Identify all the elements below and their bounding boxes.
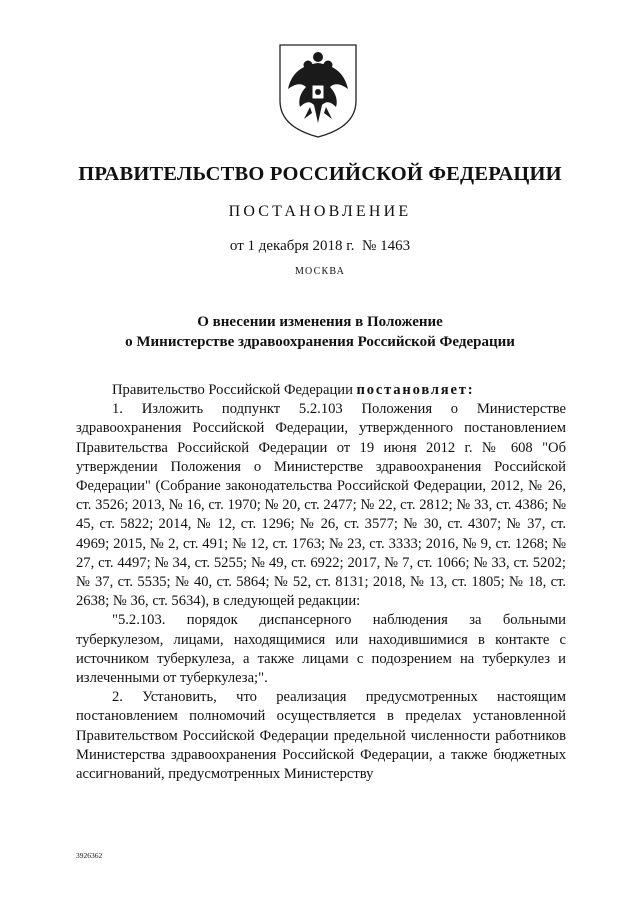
decree-date-number: от 1 декабря 2018 г. № 1463 bbox=[229, 238, 411, 254]
quoted-amendment: "5.2.103. порядок диспансерного наблюдения за больными туберкулезом, лицами, находящимися или находившимися в контакте с источником туберкулеза, а также лицами с подозрением на туберкулез и излеченными от туберкулеза;". bbox=[76, 612, 566, 687]
document-code: 3926362 bbox=[76, 851, 103, 860]
coat-of-arms-icon bbox=[274, 41, 362, 139]
city: МОСКВА bbox=[294, 266, 346, 277]
paragraph-1: 1. Изложить подпункт 5.2.103 Положения о Министерстве здравоохранения Российской Федерации, утвержденного постановлением Правительства Российской Федерации от 19 июня 2012 г. № 608 "Об утверждении Положения о Министерстве здравоохранения Российской Федерации" (Собрание законодательства Российской Федерации, 2012, № 26, ст. 3526; 2013, № 16, ст. 1970; № 20, ст. 2477; № 22, ст. 2812; № 33, ст. 4386; № 45, ст. 5822; 2014, № 12, ст. 1296; № 26, ст. 3577; № 30, ст. 4307; № 37, ст. 4969; 2015, № 2, ст. 491; № 12, ст. 1763; № 23, ст. 3333; 2016, № 9, ст. 1268; № 27, ст. 4497; № 34, ст. 5255; № 49, ст. 6922; 2017, № 7, ст. 1066; № 33, ст. 5202; № 37, ст. 5535; № 40, ст. 5864; № 52, ст. 8131; 2018, № 13, ст. 1805; № 18, ст. 2638; № 36, ст. 5634), в следующей редакции: bbox=[76, 401, 566, 610]
paragraph-2: 2. Установить, что реализация предусмотренных настоящим постановлением полномочий осуществляется в пределах установленной Правительством Российской Федерации предельной численности работников Министерства здравоохранения Российской Федерации, а также бюджетных ассигнований, предусмотренных Министерству bbox=[76, 689, 566, 783]
intro-prefix: Правительство Российской Федерации bbox=[112, 382, 357, 398]
intro-paragraph bbox=[76, 381, 566, 400]
document-type: ПОСТАНОВЛЕНИЕ bbox=[228, 203, 412, 220]
title-line-1: О внесении изменения в Положение bbox=[197, 314, 443, 330]
title-line-2: о Министерстве здравоохранения Российской Федерации bbox=[125, 334, 515, 350]
intro-keyword: постановляет: bbox=[356, 382, 475, 398]
government-name: ПРАВИТЕЛЬСТВО РОССИЙСКОЙ ФЕДЕРАЦИИ bbox=[78, 163, 562, 185]
decree-body bbox=[76, 381, 566, 784]
decree-title bbox=[0, 312, 640, 352]
